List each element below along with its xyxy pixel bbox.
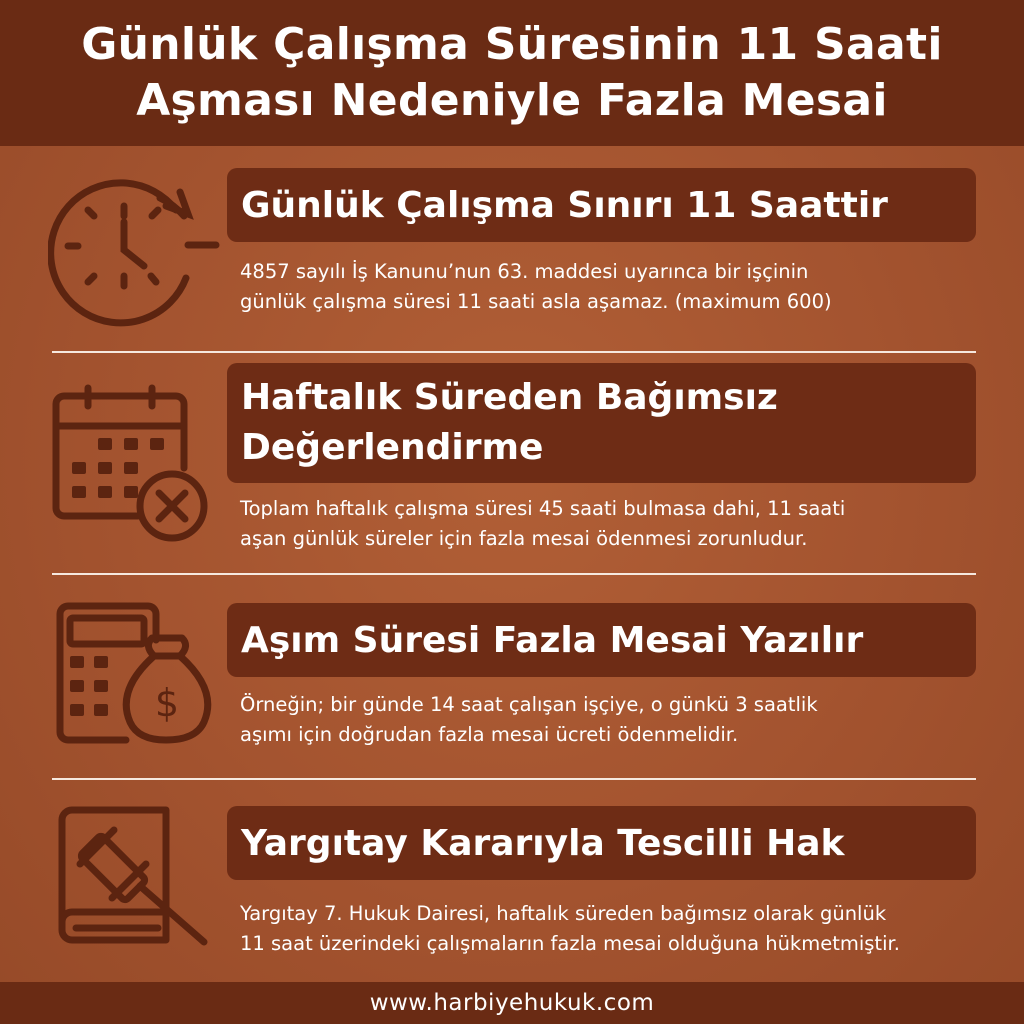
section-description	[240, 257, 1010, 317]
section-title-text	[241, 373, 778, 473]
calendar-cross-icon	[52, 382, 212, 542]
section-description	[240, 899, 1010, 959]
section-title-line-2: Değerlendirme	[241, 427, 544, 468]
law-book-gavel-icon	[58, 806, 218, 956]
section-title	[227, 168, 976, 242]
description-line-2: 11 saat üzerindeki çalışmaların fazla mesai olduğuna hükmetmiştir.	[240, 932, 900, 955]
description-line-1: Örneğin; bir günde 14 saat çalışan işçiye, o günkü 3 saatlik	[240, 693, 818, 716]
description-line-2: aşan günlük süreler için fazla mesai ödenmesi zorunludur.	[240, 527, 808, 550]
page-title-line-1: Günlük Çalışma Süresinin 11 Saati	[81, 19, 943, 70]
calculator-money-bag-icon	[56, 600, 216, 748]
section-title	[227, 603, 976, 677]
section-description	[240, 690, 1010, 750]
section-divider	[52, 351, 976, 353]
description-line-2: günlük çalışma süresi 11 saati asla aşamaz. (maximum 600)	[240, 290, 832, 313]
page-title-line-2: Aşması Nedeniyle Fazla Mesai	[136, 75, 888, 126]
dollar-sign: $	[154, 681, 180, 725]
clock-icon	[48, 170, 220, 330]
footer-banner	[0, 982, 1024, 1024]
section-title	[227, 363, 976, 483]
section-divider	[52, 778, 976, 780]
section-title-text: Yargıtay Kararıyla Tescilli Hak	[241, 822, 845, 864]
section-description	[240, 494, 1010, 554]
section-title	[227, 806, 976, 880]
section-divider	[52, 573, 976, 575]
section-title-text: Günlük Çalışma Sınırı 11 Saattir	[241, 184, 888, 226]
header-banner	[0, 0, 1024, 146]
description-line-1: Yargıtay 7. Hukuk Dairesi, haftalık süreden bağımsız olarak günlük	[240, 902, 887, 925]
description-line-1: 4857 sayılı İş Kanunu’nun 63. maddesi uyarınca bir işçinin	[240, 260, 809, 283]
description-line-1: Toplam haftalık çalışma süresi 45 saati bulmasa dahi, 11 saati	[240, 497, 846, 520]
section-title-text: Aşım Süresi Fazla Mesai Yazılır	[241, 619, 864, 661]
website-link[interactable]: www.harbiyehukuk.com	[369, 990, 655, 1016]
section-title-line-1: Haftalık Süreden Bağımsız	[241, 377, 778, 418]
description-line-2: aşımı için doğrudan fazla mesai ücreti ödenmelidir.	[240, 723, 739, 746]
